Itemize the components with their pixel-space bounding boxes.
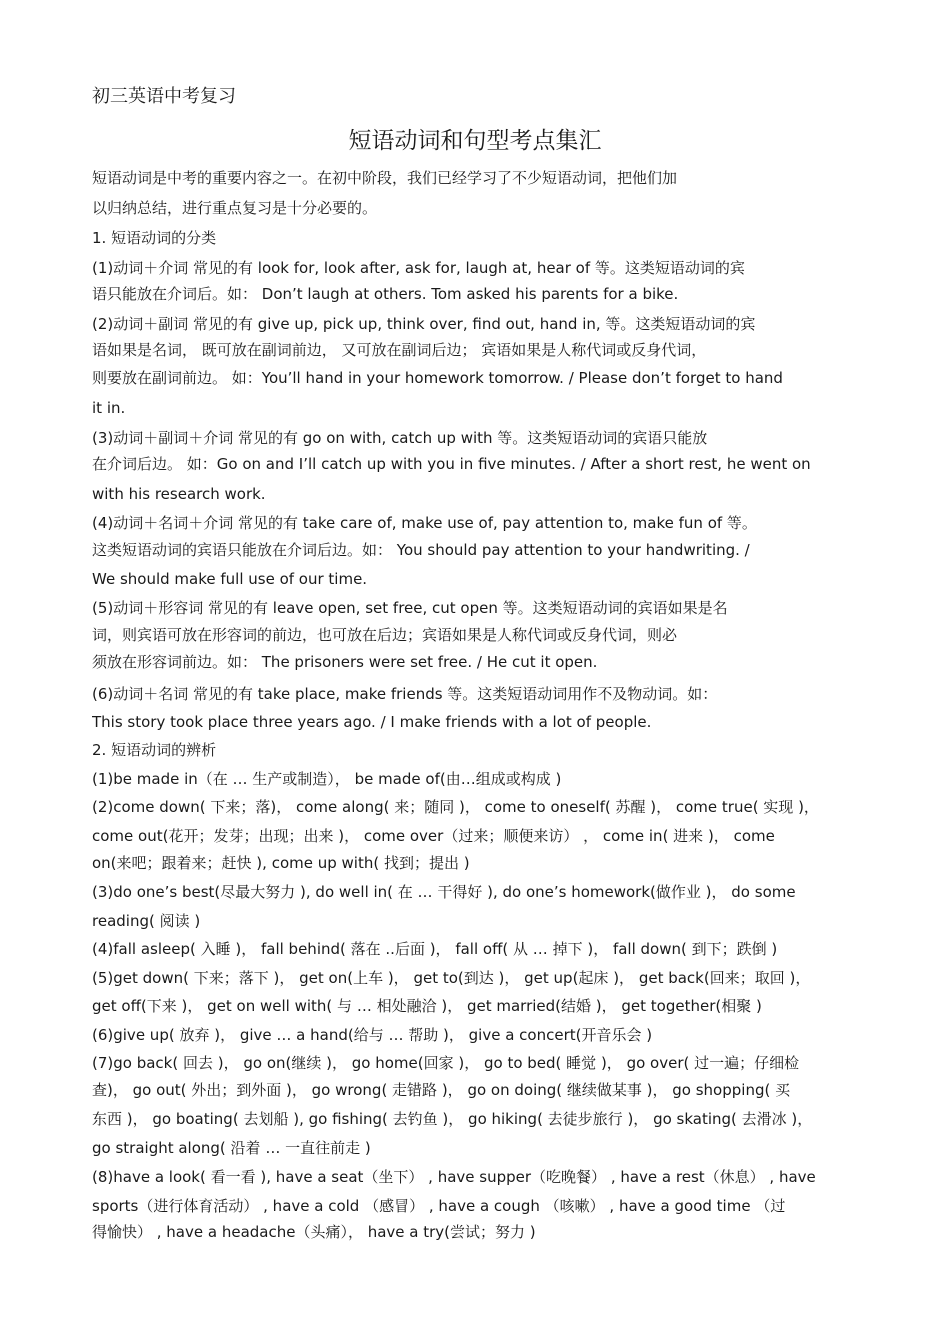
document-title: 短语动词和句型考点集汇 [348,128,602,154]
text-line: (8)have a look( 看一看 ), have a seat（坐下） , have supper（吃晚餐） , have a rest（休息） , have [92,1168,816,1186]
text-line: 语如果是名词， 既可放在副词前边， 又可放在副词后边； 宾语如果是人称代词或反身代词， [92,341,707,359]
text-line: (7)go back( 回去 )， go on(继续 )， go home(回家 )， go to bed( 睡觉 )， go over( 过一遍；仔细检 [92,1054,800,1072]
text-line: reading( 阅读 ) [92,912,201,930]
text-line: go straight along( 沿着 … 一直往前走 ) [92,1139,371,1157]
text-line: come out(花开；发芽；出现；出来 )， come over（过来；顺便来访） ， come in( 进来 )， come [92,827,775,845]
text-line: get off(下来 )， get on well with( 与 … 相处融洽 )， get married(结婚 )， get together(相聚 ) [92,997,762,1015]
text-line: (3)do one’s best(尽最大努力 ), do well in( 在 … 干得好 ), do one’s homework(做作业 )， do some [92,883,796,901]
text-line: (2)come down( 下来；落)， come along( 来；随同 )， come to oneself( 苏醒 )， come true( 实现 )， [92,798,819,816]
text-line: 查)， go out( 外出；到外面 )， go wrong( 走错路 )， go on doing( 继续做某事 )， go shopping( 买 [92,1081,791,1099]
text-line: on(来吧；跟着来；赶快 ), come up with( 找到；提出 ) [92,854,470,872]
text-line: (4)动词＋名词＋介词 常见的有 take care of, make use of, pay attention to, make fun of 等。 [92,514,757,532]
text-line: with his research work. [92,485,266,503]
text-line: (2)动词＋副词 常见的有 give up, pick up, think over, find out, hand in, 等。这类短语动词的宾 [92,315,756,333]
document-header: 初三英语中考复习 [92,86,236,107]
text-line: (6)give up( 放弃 )， give … a hand(给与 … 帮助 )， give a concert(开音乐会 ) [92,1026,653,1044]
text-line: sports（进行体育活动） , have a cold （感冒） , have a cough （咳嗽） , have a good time （过 [92,1197,786,1215]
text-line: (1)动词＋介词 常见的有 look for, look after, ask for, laugh at, hear of 等。这类短语动词的宾 [92,259,745,277]
text-line: We should make full use of our time. [92,570,368,588]
section-heading: 1. 短语动词的分类 [92,229,217,247]
text-line: (1)be made in（在 … 生产或制造）， be made of(由…组成或构成 ) [92,770,562,788]
text-line: (4)fall asleep( 入睡 )， fall behind( 落在 ..后面 )， fall off( 从 … 掉下 )， fall down( 到下；跌倒 ) [92,940,778,958]
text-line: (3)动词＋副词＋介词 常见的有 go on with, catch up with 等。这类短语动词的宾语只能放 [92,429,708,447]
text-line: (6)动词＋名词 常见的有 take place, make friends 等。这类短语动词用作不及物动词。如： [92,685,718,703]
section-heading: 2. 短语动词的辨析 [92,741,217,759]
text-line: it in. [92,399,126,417]
text-line: 词，则宾语可放在形容词的前边，也可放在后边；宾语如果是人称代词或反身代词，则必 [92,626,678,644]
text-line: 语只能放在介词后。如： Don’t laugh at others. Tom asked his parents for a bike. [92,285,679,303]
text-line: 则要放在副词前边。 如：You’ll hand in your homework tomorrow. / Please don’t forget to hand [92,369,783,387]
text-line: 短语动词是中考的重要内容之一。在初中阶段，我们已经学习了不少短语动词，把他们加 [92,169,678,187]
text-line: 须放在形容词前边。如： The prisoners were set free. / He cut it open. [92,653,598,671]
text-line: 得愉快） , have a headache（头痛）， have a try(尝试；努力 ) [92,1223,536,1241]
text-line: 在介词后边。 如：Go on and I’ll catch up with you in five minutes. / After a short rest, he went on [92,455,811,473]
text-line: 这类短语动词的宾语只能放在介词后边。如： You should pay attention to your handwriting. / [92,541,750,559]
text-line: (5)get down( 下来；落下 )， get on(上车 )， get to(到达 )， get up(起床 )， get back(回来；取回 )， [92,969,811,987]
text-line: 东西 )， go boating( 去划船 ), go fishing( 去钓鱼 )， go hiking( 去徒步旅行 )， go skating( 去滑冰 )， [92,1110,813,1128]
text-line: This story took place three years ago. / I make friends with a lot of people. [92,713,652,731]
text-line: (5)动词＋形容词 常见的有 leave open, set free, cut open 等。这类短语动词的宾语如果是名 [92,599,728,617]
text-line: 以归纳总结，进行重点复习是十分必要的。 [92,199,378,217]
